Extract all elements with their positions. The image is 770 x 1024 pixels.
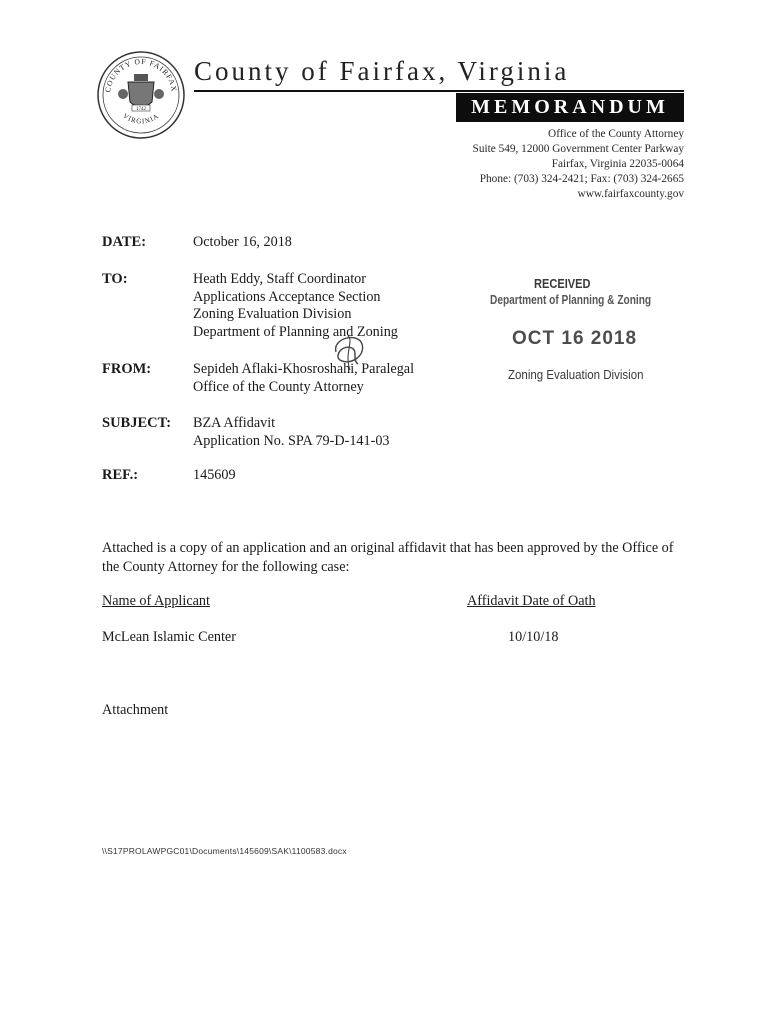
date-label: DATE: — [102, 234, 147, 250]
to-line: Heath Eddy, Staff Coordinator — [193, 271, 366, 287]
from-line: Office of the County Attorney — [193, 378, 364, 395]
to-label: TO: — [102, 271, 128, 287]
svg-text:1742: 1742 — [136, 107, 146, 112]
stamp-date: OCT 16 2018 — [512, 328, 638, 349]
office-address-block — [473, 127, 684, 202]
svg-text:COUNTY OF FAIRFAX: COUNTY OF FAIRFAX — [103, 56, 179, 93]
title-rule — [194, 90, 684, 92]
from-label: FROM: — [102, 361, 152, 377]
attachment-note: Attachment — [102, 702, 169, 718]
body-paragraph: Attached is a copy of an application and an original affidavit that has been approved by the Office of the County Attorney for the following case: — [102, 540, 674, 575]
oath-date: 10/10/18 — [508, 629, 559, 645]
oath-date-column-header: Affidavit Date of Oath — [467, 593, 596, 609]
applicant-name: McLean Islamic Center — [102, 629, 236, 645]
to-line: Zoning Evaluation Division — [193, 306, 352, 322]
office-website: www.fairfaxcounty.gov — [577, 188, 684, 200]
from-block — [193, 361, 414, 396]
to-line: Applications Acceptance Section — [193, 288, 381, 305]
svg-text:VIRGINIA: VIRGINIA — [121, 111, 161, 126]
county-title: County of Fairfax, Virginia — [194, 56, 570, 86]
stamp-department-text: Department of Planning & Zoning — [490, 292, 652, 307]
stamp-division: Zoning Evaluation Division — [508, 368, 644, 382]
subject-block — [193, 415, 390, 450]
stamp-received-text: RECEIVED — [534, 276, 591, 291]
document-file-path: \\S17PROLAWPGC01\Documents\145609\SAK\1100583.docx — [102, 846, 347, 856]
office-phone: Phone: (703) 324-2421; Fax: (703) 324-2665 — [479, 173, 684, 185]
from-line: Sepideh Aflaki-Khosroshahi, Paralegal — [193, 361, 415, 377]
initials-signature — [328, 330, 374, 374]
date-value: October 16, 2018 — [193, 234, 292, 250]
applicant-column-header: Name of Applicant — [102, 593, 210, 609]
to-line: Department of Planning and Zoning — [193, 323, 398, 340]
memorandum-banner: MEMORANDUM — [456, 93, 684, 122]
office-city: Fairfax, Virginia 22035-0064 — [551, 158, 684, 170]
ref-value: 145609 — [193, 467, 236, 483]
ref-label: REF.: — [102, 467, 139, 483]
office-suite: Suite 549, 12000 Government Center Parkway — [472, 143, 684, 155]
subject-line: Application No. SPA 79-D-141-03 — [193, 432, 390, 449]
subject-line: BZA Affidavit — [193, 415, 276, 431]
county-seal-logo — [96, 50, 186, 140]
subject-label: SUBJECT: — [102, 415, 172, 431]
office-name: Office of the County Attorney — [548, 128, 684, 140]
